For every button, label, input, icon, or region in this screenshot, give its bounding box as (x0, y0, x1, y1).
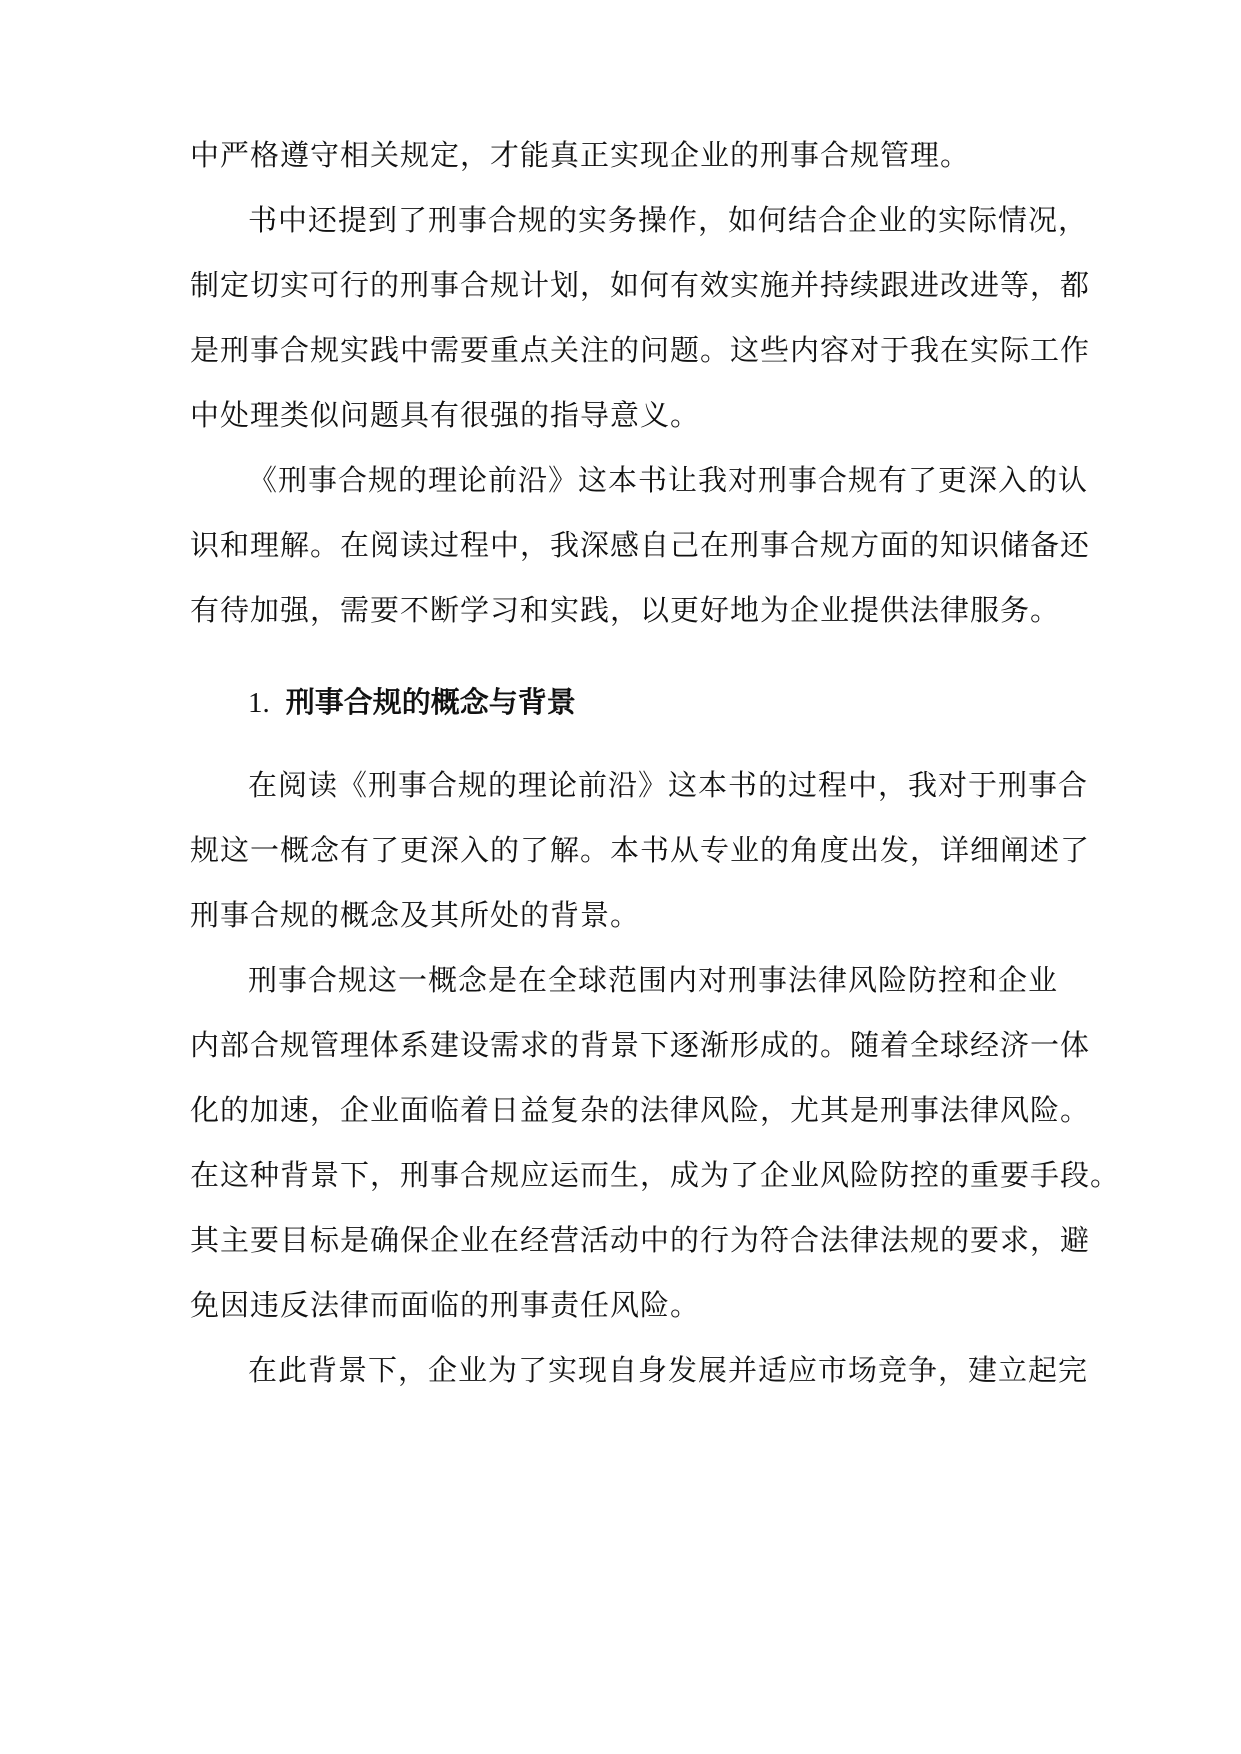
paragraph-line: 在阅读《刑事合规的理论前沿》这本书的过程中，我对于刑事合 (248, 768, 1089, 802)
paragraph-line: 其主要目标是确保企业在经营活动中的行为符合法律法规的要求，避 (190, 1223, 1091, 1257)
paragraph-line: 在这种背景下，刑事合规应运而生，成为了企业风险防控的重要手段。 (190, 1158, 1121, 1192)
section-title: 刑事合规的概念与背景 (285, 685, 576, 719)
paragraph-line: 中严格遵守相关规定，才能真正实现企业的刑事合规管理。 (190, 138, 971, 172)
paragraph-line: 书中还提到了刑事合规的实务操作，如何结合企业的实际情况， (248, 203, 1089, 237)
paragraph-line: 内部合规管理体系建设需求的背景下逐渐形成的。随着全球经济一体 (190, 1028, 1091, 1062)
paragraph-line: 中处理类似问题具有很强的指导意义。 (190, 398, 701, 432)
section-number: 1. (248, 687, 270, 719)
paragraph-line: 识和理解。在阅读过程中，我深感自己在刑事合规方面的知识储备还 (190, 528, 1091, 562)
paragraph-line: 刑事合规这一概念是在全球范围内对刑事法律风险防控和企业 (248, 963, 1059, 997)
paragraph-line: 在此背景下，企业为了实现自身发展并适应市场竞争，建立起完 (248, 1353, 1089, 1387)
paragraph-line: 是刑事合规实践中需要重点关注的问题。这些内容对于我在实际工作 (190, 333, 1091, 367)
paragraph-line: 刑事合规的概念及其所处的背景。 (190, 898, 641, 932)
paragraph-line: 有待加强，需要不断学习和实践，以更好地为企业提供法律服务。 (190, 593, 1061, 627)
section-heading (248, 682, 576, 723)
paragraph-line: 规这一概念有了更深入的了解。本书从专业的角度出发，详细阐述了 (190, 833, 1091, 867)
paragraph-line: 免因违反法律而面临的刑事责任风险。 (190, 1288, 701, 1322)
paragraph-line: 制定切实可行的刑事合规计划，如何有效实施并持续跟进改进等，都 (190, 268, 1091, 302)
paragraph-line: 化的加速，企业面临着日益复杂的法律风险，尤其是刑事法律风险。 (190, 1093, 1091, 1127)
paragraph-line: 《刑事合规的理论前沿》这本书让我对刑事合规有了更深入的认 (248, 463, 1089, 497)
